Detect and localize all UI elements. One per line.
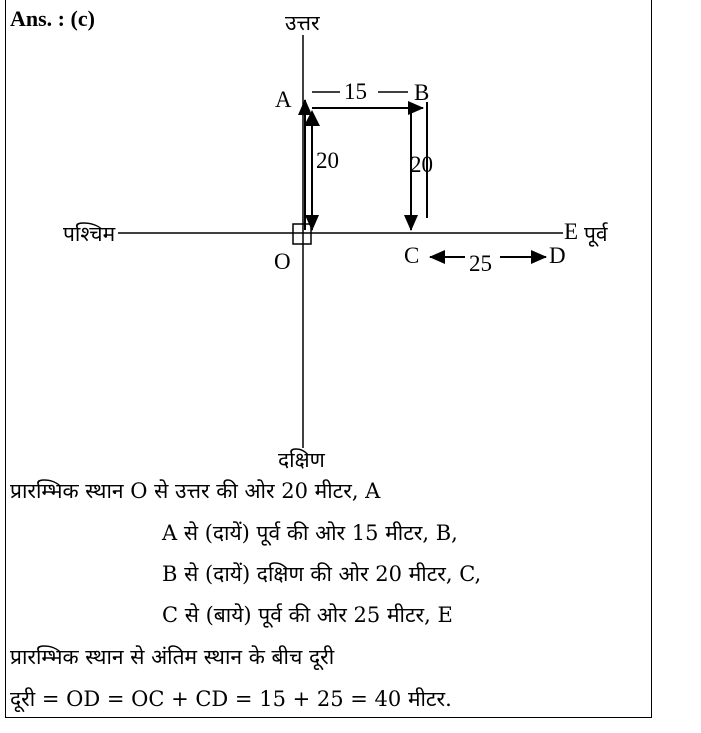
point-a-label: A <box>275 87 292 112</box>
west-label: पश्चिम <box>63 222 116 246</box>
point-b-label: B <box>414 80 430 105</box>
distance-bc-label: 20 <box>410 152 433 177</box>
north-label: उत्तर <box>285 11 320 35</box>
point-e-label: E <box>564 219 579 244</box>
origin-marker <box>293 224 311 244</box>
answer-label: Ans. : (c) <box>10 6 95 31</box>
point-o-label: O <box>274 249 291 274</box>
arrowhead-up <box>304 110 320 126</box>
explanation-line-5: प्रारम्भिक स्थान से अंतिम स्थान के बीच दूरी <box>10 645 335 669</box>
point-c-label: C <box>404 243 420 268</box>
point-d-label: D <box>549 243 566 268</box>
distance-cd-label: 25 <box>469 251 492 276</box>
distance-oa-label: 20 <box>316 148 339 173</box>
explanation-line-1: प्रारम्भिक स्थान O से उत्तर की ओर 20 मीटर, A <box>10 479 381 503</box>
distance-ab-label: 15 <box>344 79 367 104</box>
explanation-line-6: दूरी = OD = OC + CD = 15 + 25 = 40 मीटर. <box>10 687 452 711</box>
south-label: दक्षिण <box>278 448 325 472</box>
explanation-line-4: C से (बाये) पूर्व की ओर 25 मीटर, E <box>162 603 453 627</box>
explanation-line-3: B से (दायें) दक्षिण की ओर 20 मीटर, C, <box>162 562 482 586</box>
east-label: पूर्व <box>584 222 608 246</box>
explanation-line-2: A से (दायें) पूर्व की ओर 15 मीटर, B, <box>162 521 458 545</box>
